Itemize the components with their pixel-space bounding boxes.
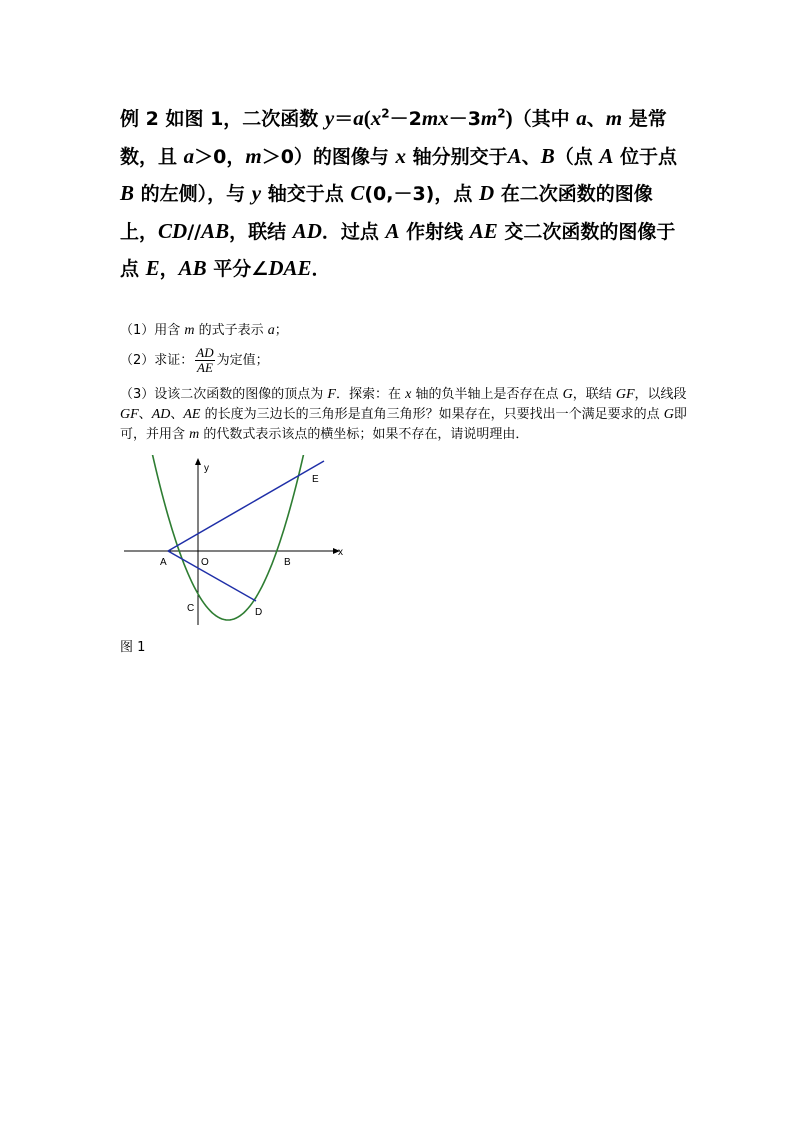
- label-e: E: [312, 474, 319, 485]
- label-x: x: [338, 547, 343, 558]
- parabola-figure: [118, 455, 358, 630]
- label-y: y: [204, 463, 209, 474]
- problem-statement: 例 2 如图 1，二次函数 $y=a(x^2-2mx-3m^2)$（其中 a、m 是常数，且 a＞0，m＞0）的图像与 x 轴分别交于A、B（点 A 位于点 B 的左侧），与 y 轴交于点 C(0,－3)，点 D 在二次函数的图像上，CD//AB，联结 AD．过点 A 作射线 AE 交二次函数的图像于点 E，AB 平分∠DAE．: [120, 106, 677, 280]
- question-2: （2）求证： $\frac{AD}{AE}$ 为定值；: [120, 345, 269, 375]
- ray-ae: [168, 461, 324, 551]
- ratio-fraction: $\frac{AD}{AE}$: [196, 345, 214, 375]
- label-d: D: [255, 607, 263, 618]
- label-a: A: [160, 557, 167, 568]
- question-1: （1）用含 m 的式子表示 a；: [120, 323, 288, 338]
- segment-ad: [168, 551, 256, 601]
- figure-caption: 图 1: [120, 640, 146, 655]
- y-axis-arrow: [195, 458, 201, 465]
- label-o: O: [201, 557, 209, 568]
- figure-1: [118, 455, 358, 634]
- label-c: C: [187, 603, 195, 614]
- label-b: B: [284, 557, 291, 568]
- question-3: （3）设该二次函数的图像的顶点为 F．探索：在 x 轴的负半轴上是否存在点 G，联结 GF，以线段 GF、AD、AE 的长度为三边长的三角形是直角三角形？如果存在，只要找出一个满足要求的点 G即可，并用含 m 的代数式表示该点的横坐标；如果不存在，请说明理由．: [120, 387, 687, 442]
